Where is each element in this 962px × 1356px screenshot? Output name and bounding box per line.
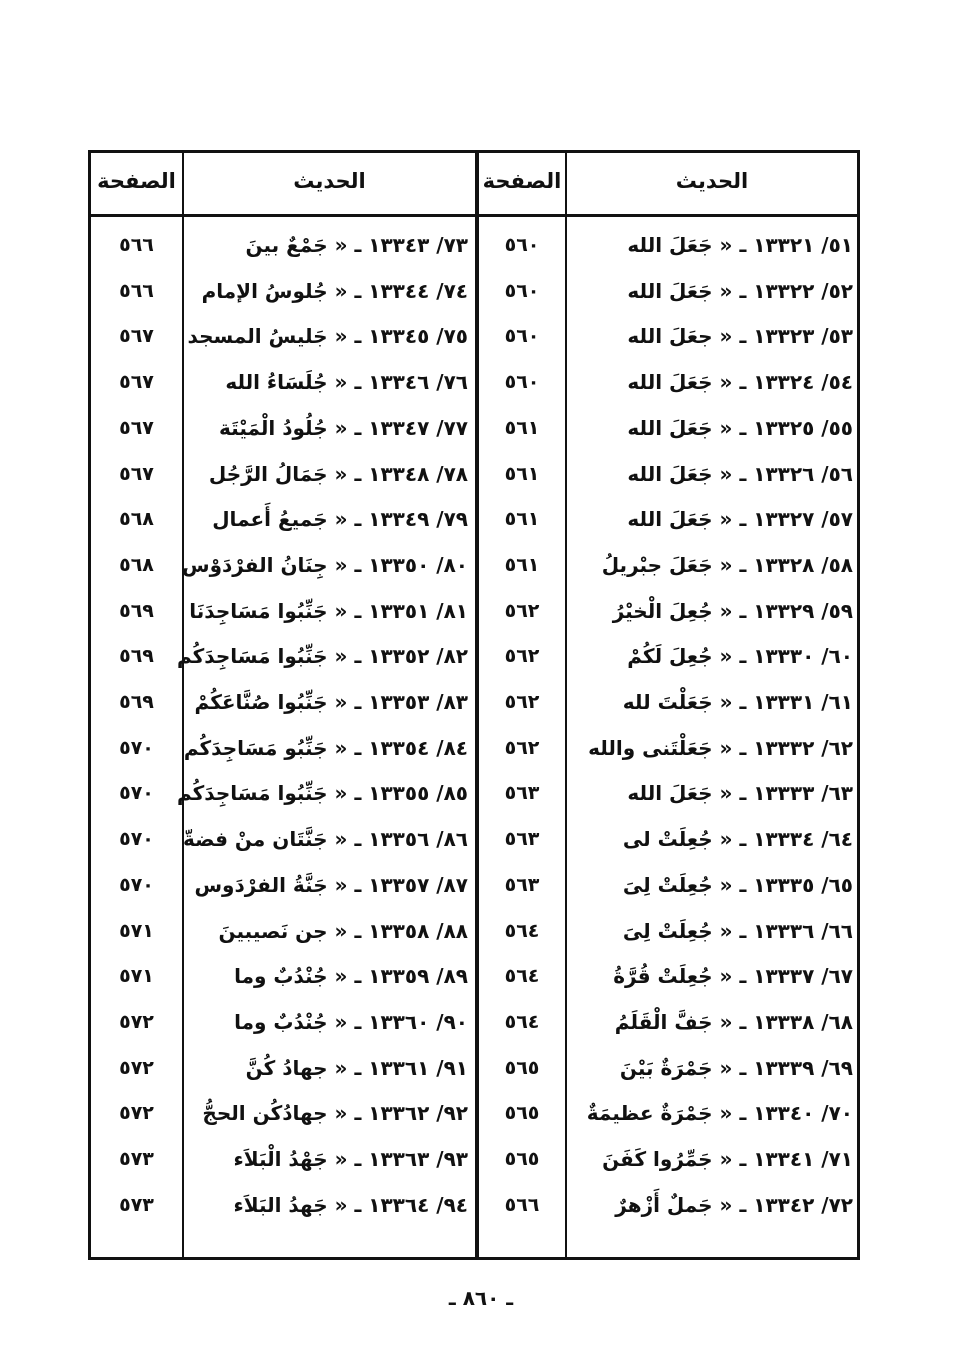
page-ref-right: ٥٦٤	[504, 1011, 540, 1033]
page-ref-right: ٥٦٣	[504, 874, 540, 896]
hadith-entry-left: ٨١/ ١٣٣٥١ ـ « جَنِّبُوا مَسَاجِدَنَا	[189, 599, 468, 623]
hadith-entry-left: ٩٣/ ١٣٣٦٣ ـ « جَهْدُ الْبَلاَء	[233, 1147, 468, 1171]
hadith-entry-left: ٧٨/ ١٣٣٤٨ ـ « جَمَالُ الرَّجُل	[208, 462, 468, 486]
page-ref-left: ٥٦٨	[119, 554, 154, 576]
page-ref-right: ٥٦٤	[504, 920, 540, 942]
page-ref-left: ٥٦٦	[119, 280, 154, 302]
page-ref-left: ٥٧٢	[119, 1102, 154, 1124]
hadith-entry-right: ٥٥/ ١٣٣٢٥ ـ « جَعَلَ الله	[627, 416, 853, 440]
page-ref-left: ٥٧٠	[119, 874, 154, 896]
page-ref-left: ٥٧٠	[119, 737, 154, 759]
hadith-entry-left: ٧٤/ ١٣٣٤٤ ـ « جُلوسُ الإمام	[201, 279, 468, 303]
page-ref-left: ٥٦٧	[119, 417, 154, 439]
hadith-entry-right: ٥٦/ ١٣٣٢٦ ـ « جَعَلَ الله	[627, 462, 853, 486]
hadith-entry-left: ٩٢/ ١٣٣٦٢ ـ « جهادُكُن الحجُّ	[202, 1101, 468, 1125]
page-ref-left: ٥٦٩	[119, 645, 154, 667]
page-ref-right: ٥٦٢	[504, 691, 540, 713]
hadith-entry-right: ٥٧/ ١٣٣٢٧ ـ « جَعَلَ الله	[627, 507, 853, 531]
hadith-entry-left: ٧٩/ ١٣٣٤٩ ـ « جَميعُ أَعمال	[212, 507, 468, 531]
hadith-entry-left: ٨٨/ ١٣٣٥٨ ـ « جن نَصيبينَ	[218, 919, 468, 943]
divider-right-page	[565, 153, 567, 1257]
page-ref-left: ٥٦٧	[119, 463, 154, 485]
hadith-entry-right: ٦١/ ١٣٣٣١ ـ « جَعَلْتَ لله	[622, 690, 853, 714]
header-page-right: الصفحة	[482, 169, 562, 193]
page-ref-right: ٥٦٤	[504, 965, 540, 987]
page-ref-right: ٥٦٦	[504, 1194, 540, 1216]
page-ref-left: ٥٦٧	[119, 325, 154, 347]
hadith-entry-left: ٧٣/ ١٣٣٤٣ ـ « جَمْعٌ بينَ	[245, 233, 468, 257]
page-ref-left: ٥٦٨	[119, 508, 154, 530]
hadith-entry-right: ٦٨/ ١٣٣٣٨ ـ « جَفَّ الْقَلَمُ	[614, 1010, 853, 1034]
hadith-entry-right: ٧١/ ١٣٣٤١ ـ « جَمِّرُوا كَفَنَ	[602, 1147, 853, 1171]
hadith-entry-left: ٩٤/ ١٣٣٦٤ ـ « جَهدُ البَلاَء	[233, 1193, 468, 1217]
hadith-entry-right: ٦٥/ ١٣٣٣٥ ـ « جُعِلَتْ لِىَ	[622, 873, 853, 897]
page-ref-right: ٥٦١	[504, 417, 540, 439]
page-ref-right: ٥٦٠	[504, 325, 540, 347]
page-ref-left: ٥٧٠	[119, 828, 154, 850]
page-ref-right: ٥٦٠	[504, 371, 540, 393]
page-ref-right: ٥٦٠	[504, 280, 540, 302]
hadith-entry-left: ٨٧/ ١٣٣٥٧ ـ « جَنَّةُ الفرْدَوس	[194, 873, 468, 897]
hadith-entry-left: ٨٢/ ١٣٣٥٢ ـ « جَنِّبُوا مَسَاجِدَكُم	[176, 644, 468, 668]
divider-left-page	[182, 153, 184, 1257]
hadith-entry-right: ٦٦/ ١٣٣٣٦ ـ « جُعِلَتْ لِىَ	[622, 919, 853, 943]
page-ref-right: ٥٦١	[504, 463, 540, 485]
page-ref-right: ٥٦٢	[504, 600, 540, 622]
page-ref-left: ٥٧٣	[119, 1148, 154, 1170]
page-ref-right: ٥٦٢	[504, 645, 540, 667]
hadith-entry-left: ٧٧/ ١٣٣٤٧ ـ « جُلُودُ الْمَيْتَة	[219, 416, 468, 440]
hadith-entry-right: ٥٣/ ١٣٣٢٣ ـ « جعَلَ الله	[627, 324, 853, 348]
page-ref-left: ٥٧٢	[119, 1057, 154, 1079]
header-hadith-left: الحديث	[293, 169, 366, 193]
page-ref-left: ٥٧١	[119, 920, 154, 942]
hadith-entry-right: ٥٢/ ١٣٣٢٢ ـ « جَعَلَ الله	[627, 279, 853, 303]
hadith-entry-left: ٩١/ ١٣٣٦١ ـ « جهادُ كُنَّ	[245, 1056, 468, 1080]
header-divider	[91, 214, 857, 217]
hadith-entry-right: ٦٢/ ١٣٣٣٢ ـ « جَعَلْتَنى والله	[588, 736, 853, 760]
page-ref-left: ٥٧١	[119, 965, 154, 987]
page-ref-right: ٥٦٢	[504, 737, 540, 759]
page-ref-left: ٥٧٣	[119, 1194, 154, 1216]
hadith-entry-right: ٥٩/ ١٣٣٢٩ ـ « جُعِلَ الْخيْرُ	[612, 599, 853, 623]
page-ref-left: ٥٦٦	[119, 234, 154, 256]
hadith-entry-right: ٦٣/ ١٣٣٣٣ ـ « جَعَلَ الله	[627, 781, 853, 805]
hadith-entry-right: ٧٠/ ١٣٣٤٠ ـ « جَمْرَةٌ عظيمَةٌ	[586, 1101, 853, 1125]
page-ref-right: ٥٦٥	[504, 1102, 540, 1124]
header-hadith-right: الحديث	[675, 169, 749, 193]
page-ref-right: ٥٦٣	[504, 782, 540, 804]
hadith-entry-right: ٥٤/ ١٣٣٢٤ ـ « جَعَلَ الله	[627, 370, 853, 394]
hadith-entry-left: ٨٤/ ١٣٣٥٤ ـ « جَنِّبُو مَسَاجِدَكُم	[183, 736, 468, 760]
page-ref-right: ٥٦٥	[504, 1057, 540, 1079]
hadith-entry-left: ٩٠/ ١٣٣٦٠ ـ « جُنْدُبٌ وما	[234, 1010, 468, 1034]
hadith-entry-right: ٥٨/ ١٣٣٢٨ ـ « جَعَلَ جبْريلُ	[601, 553, 853, 577]
hadith-entry-left: ٨٣/ ١٣٣٥٣ ـ « جَنِّبُوا صُنَّاعَكُمْ	[194, 690, 468, 714]
hadith-entry-right: ٦٧/ ١٣٣٣٧ ـ « جُعِلَتْ قُرَّةُ	[613, 964, 853, 988]
hadith-entry-left: ٨٥/ ١٣٣٥٥ ـ « جَنِّبُوا مَسَاجِدَكُم	[176, 781, 468, 805]
hadith-entry-right: ٦٤/ ١٣٣٣٤ ـ « جُعِلَتْ لى	[622, 827, 853, 851]
page-ref-right: ٥٦٠	[504, 234, 540, 256]
index-table	[88, 150, 860, 1260]
hadith-entry-left: ٧٥/ ١٣٣٤٥ ـ « جَليسُ المسجد	[187, 324, 468, 348]
page-ref-right: ٥٦٣	[504, 828, 540, 850]
page-ref-left: ٥٦٧	[119, 371, 154, 393]
hadith-entry-left: ٨٦/ ١٣٣٥٦ ـ « جَنَّتَان منْ فضةّ	[183, 827, 468, 851]
header-page-left: الصفحة	[97, 169, 176, 193]
page-ref-right: ٥٦٥	[504, 1148, 540, 1170]
page-ref-left: ٥٧٠	[119, 782, 154, 804]
hadith-entry-right: ٦٠/ ١٣٣٣٠ ـ « جُعِلَ لَكُمْ	[627, 644, 853, 668]
page-number: ـ ٨٦٠ ـ	[448, 1286, 514, 1310]
hadith-entry-right: ٥١/ ١٣٣٢١ ـ « جَعَلَ الله	[627, 233, 853, 257]
page-ref-left: ٥٦٩	[119, 600, 154, 622]
hadith-entry-left: ٨٠/ ١٣٣٥٠ ـ « جِنَانُ الفرْدَوْس	[181, 553, 468, 577]
page-ref-left: ٥٧٢	[119, 1011, 154, 1033]
page-ref-left: ٥٦٩	[119, 691, 154, 713]
hadith-entry-left: ٨٩/ ١٣٣٥٩ ـ « جُنْدُبٌ وما	[234, 964, 468, 988]
hadith-entry-right: ٦٩/ ١٣٣٣٩ ـ « جَمْرَةٌ بَيْنَ	[619, 1056, 853, 1080]
page-ref-right: ٥٦١	[504, 508, 540, 530]
page-ref-right: ٥٦١	[504, 554, 540, 576]
hadith-entry-left: ٧٦/ ١٣٣٤٦ ـ « جُلَسَاءُ الله	[225, 370, 468, 394]
hadith-entry-right: ٧٢/ ١٣٣٤٢ ـ « جَملٌ أَزْهرٌ	[615, 1193, 853, 1217]
